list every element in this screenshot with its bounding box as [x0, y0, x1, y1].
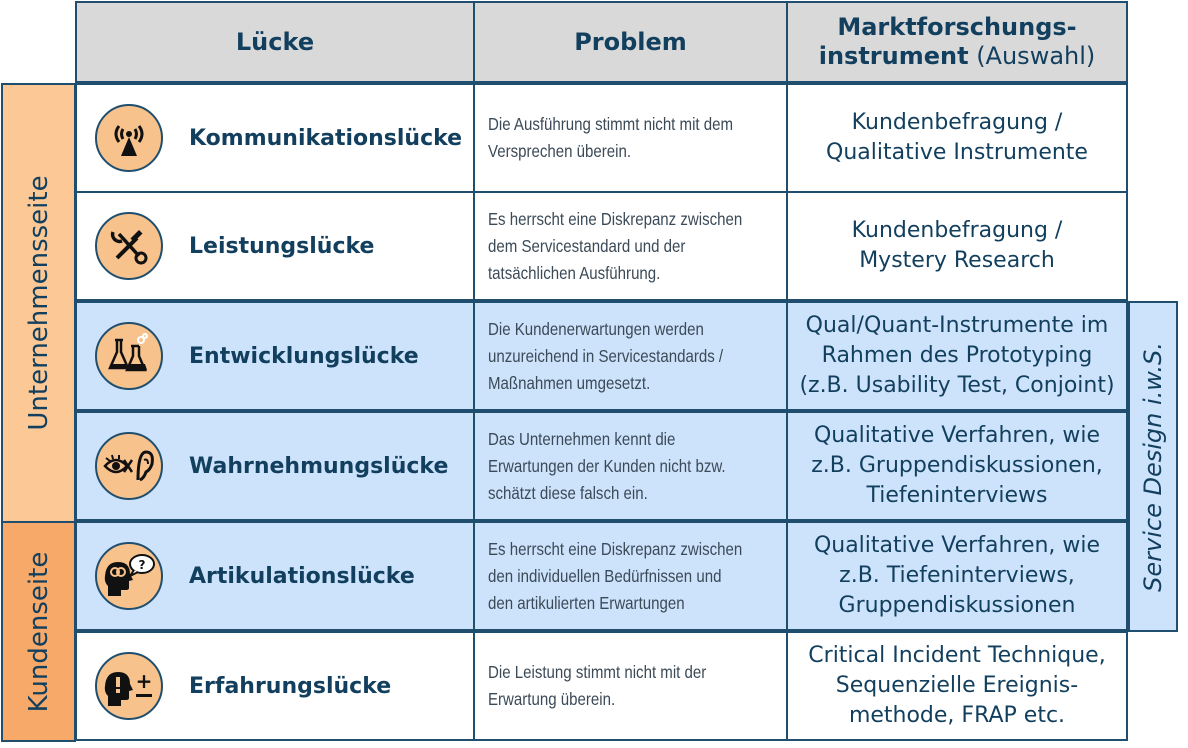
header-instrument-bold: instrument — [818, 42, 969, 70]
problem-line: Die Leistung stimmt nicht mit der — [488, 662, 707, 682]
table-row — [75, 301, 1128, 411]
gap-label: Wahrnehmungslücke — [189, 453, 449, 479]
header-instrument-rest: (Auswahl) — [968, 42, 1096, 70]
instrument-line: Critical Incident Technique, — [808, 643, 1106, 668]
instrument-line: Sequenzielle Ereignis- — [835, 673, 1079, 698]
problem-line: dem Servicestandard und der — [488, 235, 686, 256]
problem-line: Erwartung überein. — [488, 689, 616, 709]
problem-cell — [473, 191, 788, 301]
tools-icon — [95, 212, 163, 280]
service-design-label: Service Design i.w.S. — [1128, 301, 1178, 632]
problem-line: den individuellen Bedürfnissen und — [488, 565, 722, 586]
table-row — [75, 521, 1128, 631]
broadcast-icon — [95, 104, 163, 172]
problem-line: Es herrscht eine Diskrepanz zwischen — [488, 208, 743, 229]
instrument-line: (z.B. Usability Test, Conjoint) — [799, 373, 1115, 398]
company-side-label: Unternehmensseite — [1, 83, 76, 523]
gap-cell — [75, 83, 475, 193]
problem-cell — [473, 411, 788, 521]
header-instrument-line1: Marktforschungs- — [837, 13, 1077, 41]
gap-label: Erfahrungslücke — [189, 673, 392, 699]
gap-cell — [75, 521, 475, 631]
header-problem — [473, 1, 788, 83]
lab-flasks-icon — [95, 322, 163, 390]
problem-line: tatsächlichen Ausführung. — [488, 262, 661, 283]
table-row — [75, 191, 1128, 301]
header-problem-label: Problem — [574, 28, 687, 56]
header-instrument — [786, 1, 1128, 83]
svg-text:+: + — [135, 669, 153, 693]
instrument-line: Kundenbefragung / — [851, 110, 1063, 135]
instrument-line: Rahmen des Prototyping — [821, 343, 1093, 368]
problem-cell — [473, 83, 788, 193]
gap-cell — [75, 411, 475, 521]
gap-cell — [75, 631, 475, 741]
instrument-line: Gruppendiskussionen — [838, 593, 1076, 618]
instrument-cell — [786, 631, 1128, 741]
problem-line: den artikulierten Erwartungen — [488, 592, 685, 613]
problem-line: Maßnahmen umgesetzt. — [488, 372, 651, 393]
gap-cell — [75, 191, 475, 301]
problem-line: Das Unternehmen kennt die — [488, 428, 676, 449]
problem-line: unzureichend in Servicestandards / — [488, 345, 724, 366]
gap-label: Artikulationslücke — [189, 563, 415, 589]
svg-text:?: ? — [138, 558, 146, 572]
instrument-cell — [786, 411, 1128, 521]
problem-line: Die Ausführung stimmt nicht mit dem — [488, 114, 734, 134]
eye-ear-icon — [95, 432, 163, 500]
customer-side-label: Kundenseite — [1, 521, 76, 742]
instrument-cell — [786, 521, 1128, 631]
gap-cell — [75, 301, 475, 411]
header-gap-label: Lücke — [235, 28, 315, 56]
instrument-line: Qual/Quant-Instrumente im — [805, 313, 1109, 338]
gap-label: Kommunikationslücke — [189, 125, 463, 151]
instrument-line: methode, FRAP etc. — [848, 703, 1066, 728]
problem-cell — [473, 521, 788, 631]
head-question-icon — [95, 542, 163, 610]
gap-label: Entwicklungslücke — [189, 343, 419, 369]
head-exclamation-plus-minus-icon — [95, 652, 163, 720]
table-row — [75, 411, 1128, 521]
instrument-cell — [786, 301, 1128, 411]
table-row — [75, 631, 1128, 741]
instrument-line: Qualitative Verfahren, wie — [813, 533, 1101, 558]
problem-line: Die Kundenerwartungen werden — [488, 318, 704, 339]
table-row — [75, 83, 1128, 193]
problem-line: Es herrscht eine Diskrepanz zwischen — [488, 538, 743, 559]
instrument-line: Kundenbefragung / — [851, 218, 1063, 243]
instrument-line: Mystery Research — [859, 248, 1055, 273]
problem-cell — [473, 631, 788, 741]
header-gap — [75, 1, 475, 83]
instrument-line: Qualitative Verfahren, wie — [813, 423, 1101, 448]
problem-line: schätzt diese falsch ein. — [488, 482, 648, 503]
instrument-line: Qualitative Instrumente — [826, 140, 1088, 165]
instrument-cell — [786, 191, 1128, 301]
problem-line: Versprechen überein. — [488, 141, 632, 161]
problem-line: Erwartungen der Kunden nicht bzw. — [488, 455, 726, 476]
instrument-cell — [786, 83, 1128, 193]
instrument-line: Tiefeninterviews — [866, 483, 1048, 508]
problem-cell — [473, 301, 788, 411]
instrument-line: z.B. Gruppendiskussionen, — [811, 453, 1103, 478]
instrument-line: z.B. Tiefeninterviews, — [839, 563, 1075, 588]
gap-label: Leistungslücke — [189, 233, 375, 259]
